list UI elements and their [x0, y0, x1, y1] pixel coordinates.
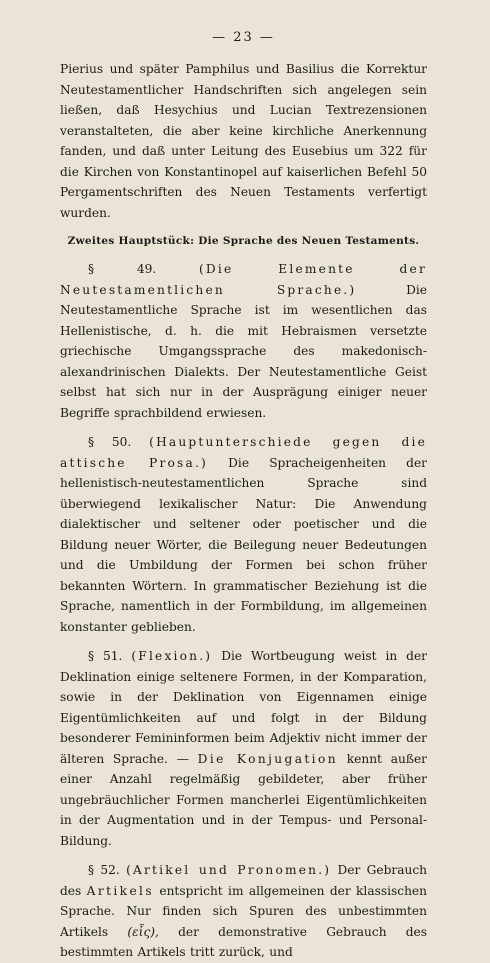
- section-51-number: § 51.: [88, 649, 123, 663]
- section-51-text-after: kennt außer einer Anzahl regelmäßig gebildeter, aber früher ungebräuchlicher Formen mancherlei Eigentümlichkeiten in der Augmentation und in der Tempus- und Personal-Bildung.: [60, 751, 428, 848]
- section-51-text-before: Die Wortbeugung weist in der Deklination einige seltenere Formen, in der Komparation, sowie in der Deklination von Eigennamen einige Eigentümlichkeiten auf und folgt in der Bildung besonderer Femininformen beim Adjektiv nicht immer der älteren Sprache. —: [60, 649, 428, 766]
- section-49-number: § 49.: [88, 262, 157, 276]
- section-50-number: § 50.: [88, 435, 132, 449]
- section-52-greek: (εἷς),: [127, 924, 159, 939]
- section-52-text-after: der demonstrative Gebrauch des bestimmten Artikels tritt zurück, und: [60, 924, 428, 959]
- section-49-title: (Die Elemente der Neutestamentlichen Sprache.): [60, 262, 427, 297]
- section-52-title: (Artikel und Pronomen.): [126, 863, 332, 877]
- section-51-emphasis: Die Konjugation: [197, 751, 338, 766]
- intro-paragraph: Pierius und später Pamphilus und Basilius die Korrektur Neutestamentlicher Handschriften sich angelegen sein ließen, daß Hesychius und Lucian Textrezensionen veranstalteten, die aber keine kirchliche Anerkennung fanden, und daß unter Leitung des Eusebius um 322 für die Kirchen von Konstantinopel auf kaiserlichen Befehl 50 Pergamentschriften des Neuen Testaments verfertigt wurden.: [60, 62, 427, 220]
- chapter-heading: Zweites Hauptstück: Die Sprache des Neuen Testaments.: [67, 235, 420, 247]
- section-52-text-mid: entspricht im allgemeinen der klassischen Sprache. Nur finden sich Spuren des unbestimmten Artikels: [60, 883, 427, 939]
- section-52-number: § 52.: [88, 863, 120, 877]
- section-49: [60, 259, 427, 423]
- section-50-title: (Hauptunterschiede gegen die attische Prosa.): [60, 435, 428, 470]
- section-50: [60, 432, 427, 637]
- section-52: [60, 860, 427, 963]
- page-number: — 23 —: [212, 30, 275, 45]
- section-52-emphasis: Artikels: [86, 883, 155, 898]
- section-51: [60, 646, 427, 851]
- section-49-text: Die Neutestamentliche Sprache ist im wesentlichen das Hellenistische, d. h. die mit Hebraismen versetzte griechische Umgangssprache des makedonisch-alexandrinischen Dialekts. Der Neutestamentliche Geist selbst hat sich nur in der Ausprägung einiger neuer Begriffe sprachbildend erwiesen.: [60, 282, 427, 420]
- section-51-title: (Flexion.): [131, 649, 213, 663]
- section-52-text-before: Der Gebrauch des: [60, 863, 427, 898]
- section-50-text: Die Spracheigenheiten der hellenistisch-neutestamentlichen Sprache sind überwiegend lexikalischer Natur: Die Anwendung dialektischer und seltener oder poetischer und die Bildung neuer Wörter, die Beilegung neuer Bedeutungen und die Umbildung der Formen bei schon früher bekannten Wörtern. In grammatischer Beziehung ist die Sprache, namentlich in der Formbildung, im allgemeinen konstanter geblieben.: [60, 455, 428, 634]
